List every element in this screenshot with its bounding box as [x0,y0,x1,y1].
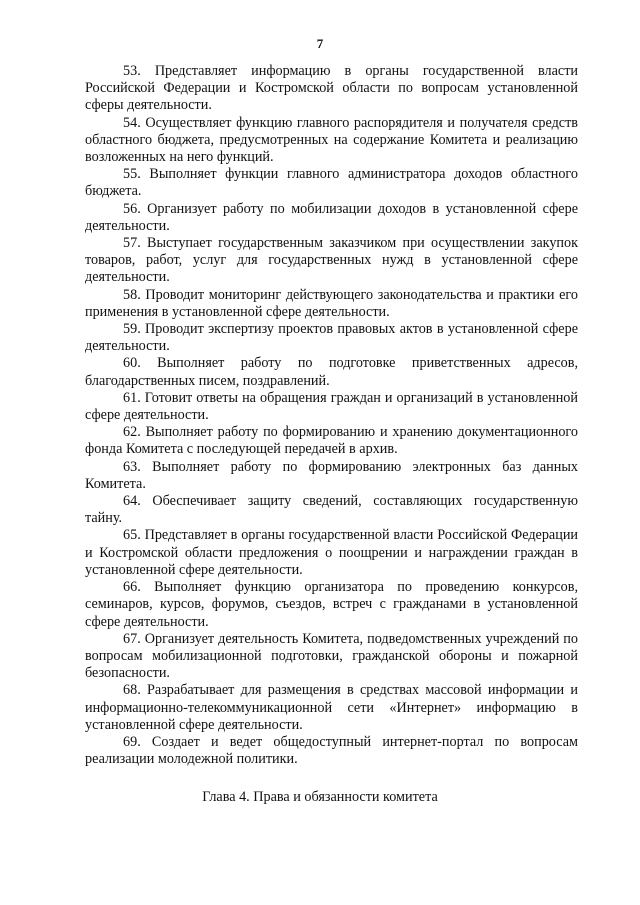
page-number: 7 [316,36,324,51]
document-body [85,63,578,768]
paragraph-66: 66. Выполняет функцию организатора по проведению конкурсов, семинаров, курсов, форумов, съездов, встреч с гражданами в установленной сфере деятельности. [85,579,578,630]
paragraph-57: 57. Выступает государственным заказчиком при осуществлении закупок товаров, работ, услуг для государственных нужд в установленной сфере деятельности. [85,235,578,286]
paragraph-54: 54. Осуществляет функцию главного распорядителя и получателя средств областного бюджета, предусмотренных на содержание Комитета и реализацию возложенных на него функций. [85,114,578,166]
paragraph-60: 60. Выполняет работу по подготовке приветственных адресов, благодарственных писем, поздравлений. [85,355,578,389]
paragraph-65: 65. Представляет в органы государственной власти Российской Федерации и Костромской области предложения о поощрении и награждении граждан в установленной сфере деятельности. [85,527,578,578]
paragraph-58: 58. Проводит мониторинг действующего законодательства и практики его применения в установленной сфере деятельности. [85,286,578,320]
paragraph-53: 53. Представляет информацию в органы государственной власти Российской Федерации и Костромской области по вопросам установленной сферы деятельности. [85,63,578,114]
paragraph-68: 68. Разрабатывает для размещения в средствах массовой информации и информационно-телекоммуникационной сети «Интернет» информацию в установленной сфере деятельности. [85,682,578,733]
paragraph-55: 55. Выполняет функции главного администратора доходов областного бюджета. [85,166,578,200]
paragraph-63: 63. Выполняет работу по формированию электронных баз данных Комитета. [85,458,578,492]
paragraph-67: 67. Организует деятельность Комитета, подведомственных учреждений по вопросам мобилизационной подготовки, гражданской обороны и пожарной безопасности. [85,630,578,682]
paragraph-69: 69. Создает и ведет общедоступный интернет-портал по вопросам реализации молодежной политики. [85,733,578,768]
paragraph-62: 62. Выполняет работу по формированию и хранению документационного фонда Комитета с последующей передачей в архив. [85,424,578,458]
paragraph-59: 59. Проводит экспертизу проектов правовых актов в установленной сфере деятельности. [85,321,578,355]
paragraph-64: 64. Обеспечивает защиту сведений, составляющих государственную тайну. [85,493,578,527]
paragraph-61: 61. Готовит ответы на обращения граждан и организаций в установленной сфере деятельности. [85,389,578,424]
chapter-heading: Глава 4. Права и обязанности комитета [202,789,438,805]
paragraph-56: 56. Организует работу по мобилизации доходов в установленной сфере деятельности. [85,200,578,234]
